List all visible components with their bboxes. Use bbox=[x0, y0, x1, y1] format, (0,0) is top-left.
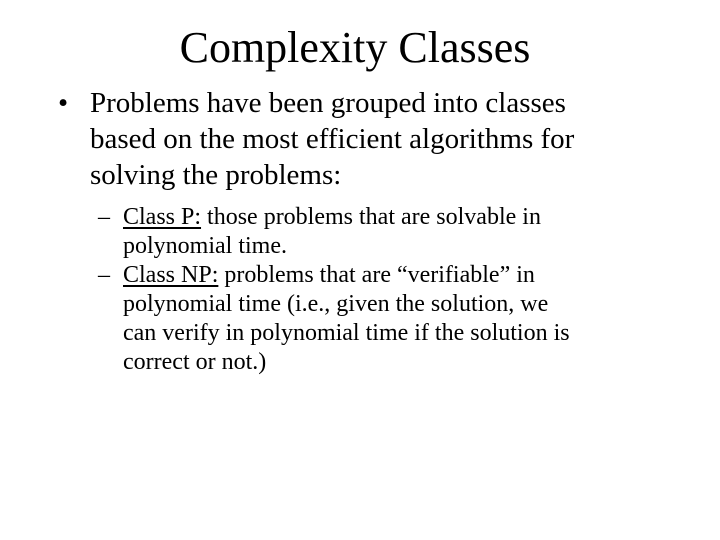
class-np-line-4: correct or not.) bbox=[123, 349, 267, 375]
class-np-line-1 bbox=[123, 261, 658, 290]
class-np-line-2: polynomial time (i.e., given the solution, we bbox=[123, 291, 549, 317]
class-p-line-1 bbox=[123, 203, 658, 232]
class-np-term: Class NP: bbox=[123, 262, 219, 288]
dash-marker: – bbox=[98, 262, 110, 288]
class-p-line-2: polynomial time. bbox=[123, 233, 287, 259]
bullet-text-line-1: Problems have been grouped into classes bbox=[90, 87, 566, 119]
class-p-term: Class P: bbox=[123, 204, 202, 230]
class-np-line-3: can verify in polynomial time if the solution is bbox=[123, 320, 570, 346]
class-np-definition-start: problems that are “verifiable” in bbox=[218, 262, 535, 288]
sub-bullet-class-np bbox=[98, 261, 658, 377]
sub-bullet-list bbox=[98, 203, 658, 377]
bullet-text-line-3: solving the problems: bbox=[90, 159, 342, 191]
bullet-text-line-2: based on the most efficient algorithms for bbox=[90, 123, 575, 155]
main-bullet-list bbox=[58, 85, 678, 193]
class-p-definition-start: those problems that are solvable in bbox=[201, 204, 541, 230]
dash-marker: – bbox=[98, 204, 110, 230]
bullet-marker: • bbox=[58, 87, 69, 119]
slide-title: Complexity Classes bbox=[179, 23, 531, 72]
main-bullet bbox=[58, 85, 678, 193]
sub-bullet-class-p bbox=[98, 203, 658, 261]
